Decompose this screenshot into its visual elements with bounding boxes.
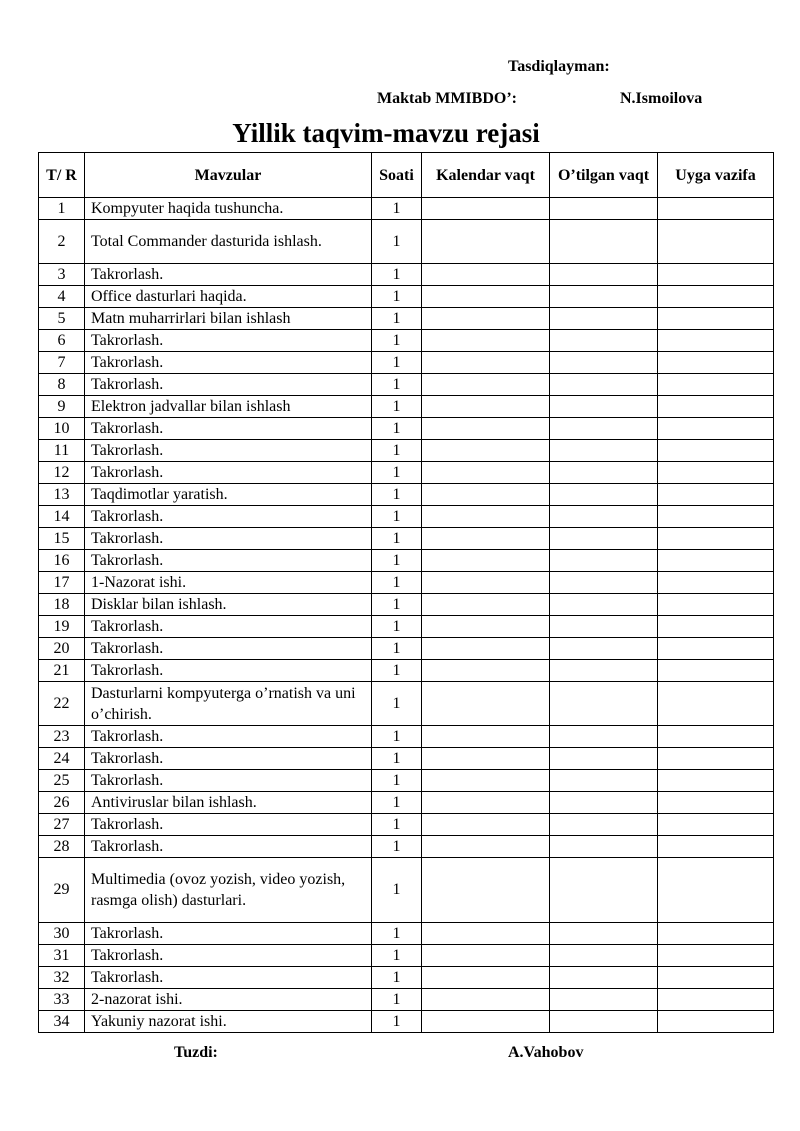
row-homework (658, 1011, 774, 1033)
row-topic: Disklar bilan ishlash. (85, 594, 372, 616)
row-homework (658, 286, 774, 308)
row-calendar-date (422, 638, 550, 660)
col-header-topics: Mavzular (85, 153, 372, 198)
row-homework (658, 792, 774, 814)
row-homework (658, 594, 774, 616)
row-completed-date (550, 945, 658, 967)
row-topic: 1-Nazorat ishi. (85, 572, 372, 594)
row-number: 31 (39, 945, 85, 967)
col-header-homework: Uyga vazifa (658, 153, 774, 198)
table-row (39, 923, 774, 945)
row-hours: 1 (372, 220, 422, 264)
row-homework (658, 264, 774, 286)
row-hours: 1 (372, 638, 422, 660)
row-number: 13 (39, 484, 85, 506)
prepared-by-label: Tuzdi: (174, 1044, 218, 1061)
table-row (39, 198, 774, 220)
row-topic: Takrorlash. (85, 264, 372, 286)
row-topic: Takrorlash. (85, 967, 372, 989)
row-calendar-date (422, 858, 550, 923)
author-name: A.Vahobov (508, 1044, 584, 1061)
row-topic: Takrorlash. (85, 836, 372, 858)
table-row (39, 660, 774, 682)
row-topic: Takrorlash. (85, 418, 372, 440)
director-name: N.Ismoilova (620, 90, 703, 107)
table-row (39, 462, 774, 484)
row-completed-date (550, 967, 658, 989)
row-hours: 1 (372, 594, 422, 616)
table-row (39, 616, 774, 638)
row-homework (658, 374, 774, 396)
row-hours: 1 (372, 858, 422, 923)
row-number: 20 (39, 638, 85, 660)
row-number: 7 (39, 352, 85, 374)
row-homework (658, 616, 774, 638)
table-row (39, 396, 774, 418)
row-number: 32 (39, 967, 85, 989)
row-topic: 2-nazorat ishi. (85, 989, 372, 1011)
row-calendar-date (422, 682, 550, 726)
row-hours: 1 (372, 462, 422, 484)
row-completed-date (550, 594, 658, 616)
row-number: 16 (39, 550, 85, 572)
row-topic: Taqdimotlar yaratish. (85, 484, 372, 506)
row-completed-date (550, 286, 658, 308)
row-number: 21 (39, 660, 85, 682)
table-row (39, 989, 774, 1011)
row-homework (658, 814, 774, 836)
row-number: 6 (39, 330, 85, 352)
row-number: 29 (39, 858, 85, 923)
row-topic: Takrorlash. (85, 352, 372, 374)
row-topic: Takrorlash. (85, 945, 372, 967)
row-homework (658, 726, 774, 748)
row-number: 33 (39, 989, 85, 1011)
row-hours: 1 (372, 308, 422, 330)
row-hours: 1 (372, 330, 422, 352)
table-row (39, 836, 774, 858)
table-row (39, 770, 774, 792)
row-hours: 1 (372, 286, 422, 308)
row-topic: Elektron jadvallar bilan ishlash (85, 396, 372, 418)
row-completed-date (550, 374, 658, 396)
row-topic: Takrorlash. (85, 330, 372, 352)
row-topic: Takrorlash. (85, 528, 372, 550)
row-calendar-date (422, 264, 550, 286)
table-row (39, 286, 774, 308)
row-completed-date (550, 660, 658, 682)
row-homework (658, 506, 774, 528)
row-hours: 1 (372, 967, 422, 989)
row-completed-date (550, 836, 658, 858)
row-number: 25 (39, 770, 85, 792)
row-completed-date (550, 638, 658, 660)
col-header-completed: O’tilgan vaqt (550, 153, 658, 198)
row-topic: Takrorlash. (85, 923, 372, 945)
row-topic: Total Commander dasturida ishlash. (85, 220, 372, 264)
row-homework (658, 945, 774, 967)
row-homework (658, 418, 774, 440)
row-homework (658, 330, 774, 352)
row-calendar-date (422, 418, 550, 440)
row-calendar-date (422, 220, 550, 264)
row-calendar-date (422, 440, 550, 462)
row-topic: Takrorlash. (85, 770, 372, 792)
row-calendar-date (422, 308, 550, 330)
table-row (39, 682, 774, 726)
row-calendar-date (422, 286, 550, 308)
row-topic: Takrorlash. (85, 748, 372, 770)
row-completed-date (550, 748, 658, 770)
table-row (39, 484, 774, 506)
row-calendar-date (422, 660, 550, 682)
row-calendar-date (422, 396, 550, 418)
row-completed-date (550, 506, 658, 528)
row-hours: 1 (372, 1011, 422, 1033)
row-hours: 1 (372, 792, 422, 814)
row-homework (658, 220, 774, 264)
row-completed-date (550, 220, 658, 264)
row-completed-date (550, 1011, 658, 1033)
row-topic: Office dasturlari haqida. (85, 286, 372, 308)
row-calendar-date (422, 594, 550, 616)
director-label: Maktab MMIBDO’: (377, 90, 517, 107)
table-row (39, 528, 774, 550)
row-completed-date (550, 792, 658, 814)
table-row (39, 967, 774, 989)
row-hours: 1 (372, 352, 422, 374)
row-calendar-date (422, 484, 550, 506)
table-row (39, 440, 774, 462)
row-completed-date (550, 923, 658, 945)
row-number: 10 (39, 418, 85, 440)
row-number: 15 (39, 528, 85, 550)
row-homework (658, 572, 774, 594)
row-homework (658, 748, 774, 770)
row-calendar-date (422, 814, 550, 836)
row-calendar-date (422, 792, 550, 814)
row-hours: 1 (372, 989, 422, 1011)
row-topic: Multimedia (ovoz yozish, video yozish, rasmga olish) dasturlari. (85, 858, 372, 923)
row-hours: 1 (372, 484, 422, 506)
row-homework (658, 858, 774, 923)
row-number: 1 (39, 198, 85, 220)
row-completed-date (550, 616, 658, 638)
row-completed-date (550, 682, 658, 726)
row-topic: Kompyuter haqida tushuncha. (85, 198, 372, 220)
row-homework (658, 462, 774, 484)
col-header-number: T/ R (39, 153, 85, 198)
row-homework (658, 638, 774, 660)
row-homework (658, 770, 774, 792)
row-calendar-date (422, 770, 550, 792)
row-calendar-date (422, 923, 550, 945)
row-number: 5 (39, 308, 85, 330)
row-number: 12 (39, 462, 85, 484)
row-homework (658, 550, 774, 572)
row-hours: 1 (372, 923, 422, 945)
row-calendar-date (422, 945, 550, 967)
row-topic: Yakuniy nazorat ishi. (85, 1011, 372, 1033)
table-row (39, 1011, 774, 1033)
row-calendar-date (422, 330, 550, 352)
table-row (39, 858, 774, 923)
row-topic: Takrorlash. (85, 660, 372, 682)
row-number: 23 (39, 726, 85, 748)
row-calendar-date (422, 506, 550, 528)
row-completed-date (550, 330, 658, 352)
row-number: 30 (39, 923, 85, 945)
table-row (39, 264, 774, 286)
col-header-calendar: Kalendar vaqt (422, 153, 550, 198)
row-homework (658, 308, 774, 330)
table-row (39, 572, 774, 594)
page-title: Yillik taqvim-mavzu rejasi (232, 118, 540, 148)
row-completed-date (550, 308, 658, 330)
row-homework (658, 836, 774, 858)
row-topic: Takrorlash. (85, 506, 372, 528)
row-number: 24 (39, 748, 85, 770)
row-number: 9 (39, 396, 85, 418)
row-number: 14 (39, 506, 85, 528)
row-hours: 1 (372, 528, 422, 550)
row-hours: 1 (372, 945, 422, 967)
row-calendar-date (422, 748, 550, 770)
row-calendar-date (422, 352, 550, 374)
table-row (39, 726, 774, 748)
row-hours: 1 (372, 616, 422, 638)
row-topic: Antiviruslar bilan ishlash. (85, 792, 372, 814)
row-homework (658, 682, 774, 726)
row-calendar-date (422, 1011, 550, 1033)
row-hours: 1 (372, 506, 422, 528)
row-calendar-date (422, 967, 550, 989)
table-row (39, 550, 774, 572)
row-completed-date (550, 198, 658, 220)
table-row (39, 594, 774, 616)
table-row (39, 638, 774, 660)
row-homework (658, 352, 774, 374)
row-completed-date (550, 484, 658, 506)
row-hours: 1 (372, 418, 422, 440)
row-number: 26 (39, 792, 85, 814)
row-homework (658, 396, 774, 418)
row-completed-date (550, 726, 658, 748)
table-row (39, 330, 774, 352)
row-topic: Takrorlash. (85, 616, 372, 638)
row-calendar-date (422, 374, 550, 396)
table-row (39, 506, 774, 528)
row-hours: 1 (372, 770, 422, 792)
row-homework (658, 484, 774, 506)
row-number: 3 (39, 264, 85, 286)
table-row (39, 418, 774, 440)
row-calendar-date (422, 462, 550, 484)
row-calendar-date (422, 572, 550, 594)
row-topic: Takrorlash. (85, 814, 372, 836)
row-number: 22 (39, 682, 85, 726)
table-header-row (39, 153, 774, 198)
row-hours: 1 (372, 682, 422, 726)
table-body (39, 198, 774, 1033)
row-number: 11 (39, 440, 85, 462)
table-row (39, 374, 774, 396)
row-hours: 1 (372, 264, 422, 286)
row-completed-date (550, 440, 658, 462)
row-completed-date (550, 989, 658, 1011)
row-topic: Dasturlarni kompyuterga o’rnatish va uni o’chirish. (85, 682, 372, 726)
row-homework (658, 923, 774, 945)
row-completed-date (550, 418, 658, 440)
row-number: 18 (39, 594, 85, 616)
row-topic: Takrorlash. (85, 638, 372, 660)
table-row (39, 814, 774, 836)
plan-table (38, 152, 774, 1033)
row-topic: Takrorlash. (85, 550, 372, 572)
row-calendar-date (422, 528, 550, 550)
row-completed-date (550, 572, 658, 594)
row-hours: 1 (372, 572, 422, 594)
row-hours: 1 (372, 396, 422, 418)
row-hours: 1 (372, 726, 422, 748)
table-row (39, 792, 774, 814)
table-row (39, 308, 774, 330)
row-number: 28 (39, 836, 85, 858)
row-completed-date (550, 352, 658, 374)
row-hours: 1 (372, 198, 422, 220)
row-number: 4 (39, 286, 85, 308)
row-number: 2 (39, 220, 85, 264)
row-number: 27 (39, 814, 85, 836)
row-completed-date (550, 264, 658, 286)
row-calendar-date (422, 989, 550, 1011)
table-row (39, 748, 774, 770)
row-hours: 1 (372, 550, 422, 572)
row-homework (658, 989, 774, 1011)
row-hours: 1 (372, 374, 422, 396)
row-number: 8 (39, 374, 85, 396)
row-topic: Matn muharrirlari bilan ishlash (85, 308, 372, 330)
row-number: 19 (39, 616, 85, 638)
row-calendar-date (422, 726, 550, 748)
row-completed-date (550, 462, 658, 484)
table-row (39, 945, 774, 967)
table-row (39, 352, 774, 374)
row-homework (658, 198, 774, 220)
row-topic: Takrorlash. (85, 726, 372, 748)
row-topic: Takrorlash. (85, 374, 372, 396)
col-header-hours: Soati (372, 153, 422, 198)
row-topic: Takrorlash. (85, 462, 372, 484)
row-homework (658, 660, 774, 682)
approval-label: Tasdiqlayman: (508, 58, 610, 75)
row-homework (658, 967, 774, 989)
row-hours: 1 (372, 814, 422, 836)
row-homework (658, 528, 774, 550)
row-completed-date (550, 770, 658, 792)
row-number: 17 (39, 572, 85, 594)
row-completed-date (550, 858, 658, 923)
row-completed-date (550, 396, 658, 418)
row-completed-date (550, 550, 658, 572)
row-calendar-date (422, 836, 550, 858)
row-number: 34 (39, 1011, 85, 1033)
row-hours: 1 (372, 836, 422, 858)
row-homework (658, 440, 774, 462)
row-hours: 1 (372, 440, 422, 462)
row-topic: Takrorlash. (85, 440, 372, 462)
row-calendar-date (422, 198, 550, 220)
row-completed-date (550, 528, 658, 550)
table-row (39, 220, 774, 264)
row-hours: 1 (372, 748, 422, 770)
row-completed-date (550, 814, 658, 836)
row-calendar-date (422, 550, 550, 572)
row-hours: 1 (372, 660, 422, 682)
row-calendar-date (422, 616, 550, 638)
